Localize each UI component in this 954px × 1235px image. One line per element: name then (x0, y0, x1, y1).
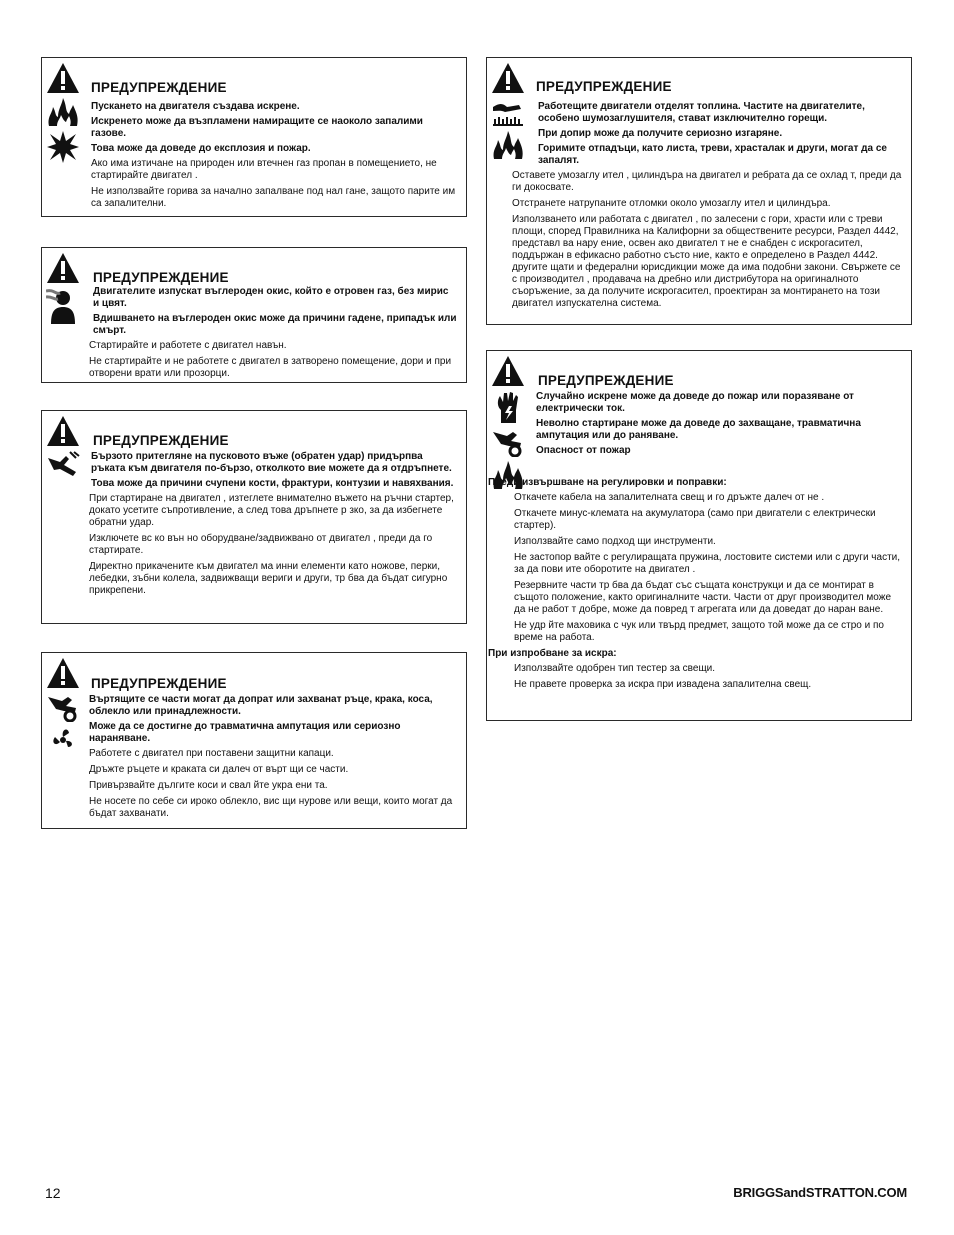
instruction-text: Директно прикачените към двигател ма инни елементи като ножове, перки, лебедки, зъбни колела, задвижващи вериги и други, тр бва да бъдат сигурно прикрепени. (89, 561, 448, 596)
warning-statement: Горимите отпадъци, като листа, треви, храсталак и други, могат да се запалят. (538, 143, 887, 166)
warning-statement: Това може да причини счупени кости, фрактури, контузии и навяхвания. (91, 478, 454, 489)
instruction-text: Привързвайте дългите коси и свал йте укра ени та. (89, 780, 328, 791)
instruction-text: Използвайте само подход щи инструменти. (514, 536, 716, 547)
hand-entanglement-icon (46, 692, 80, 722)
instruction-text: Оставете умозаглу ител , цилиндъра на двигател и ребрата да се охлад т, преди да ги докосвате. (512, 170, 902, 193)
warning-statement: Случайно искрене може да доведе до пожар или поразяване от електрически ток. (536, 391, 854, 414)
section-subheading: При изпробване за искра: (488, 648, 617, 659)
section-subheading: Преди извършване на регулировки и поправки: (488, 477, 727, 488)
instruction-text: Откачете кабела на запалителната свещ и го дръжте далеч от не . (514, 492, 825, 503)
warning-statement: Опасност от пожар (536, 445, 631, 456)
hot-surface-icon (491, 97, 525, 127)
warning-statement: Пускането на двигателя създава искрене. (91, 101, 300, 112)
instruction-text: Използвайте одобрен тип тестер за свещи. (514, 663, 716, 674)
warning-statement: Двигателите изпускат въглероден окис, който е отровен газ, без мирис и цвят. (93, 286, 449, 309)
instruction-text: Не носете по себе си ироко облекло, вис щи нурове или вещи, които могат да бъдат захванати. (89, 796, 453, 819)
warning-statement: Това може да доведе до експлозия и пожар. (91, 143, 311, 154)
warning-title: ПРЕДУПРЕЖДЕНИЕ (536, 79, 672, 94)
electric-shock-icon (491, 390, 525, 424)
instruction-text: Не стартирайте и не работете с двигател в затворено помещение, дори и при отворени врати или прозорци. (89, 356, 452, 379)
alert-triangle-icon (46, 415, 80, 447)
fire-icon (46, 97, 80, 127)
warning-statement: При допир може да получите сериозно изгаряне. (538, 128, 783, 139)
page-number: 12 (45, 1185, 61, 1201)
warning-box-carbon-monoxide (41, 247, 467, 383)
instruction-text: Стартирайте и работете с двигател навън. (89, 340, 287, 351)
warning-title: ПРЕДУПРЕЖДЕНИЕ (93, 270, 229, 285)
warning-statement: Вдишването на въглероден окис може да причини гадене, припадък или смърт. (93, 313, 457, 336)
instruction-text: Не използвайте горива за начално запалване под нал гане, защото парите им са запалителни. (91, 186, 456, 209)
warning-title: ПРЕДУПРЕЖДЕНИЕ (91, 676, 227, 691)
warning-box-hot-parts (486, 57, 912, 325)
instruction-text: Дръжте ръцете и краката си далеч от върт щи се части. (89, 764, 349, 775)
alert-triangle-icon (491, 62, 525, 94)
warning-statement: Може да се достигне до травматична ампутация или сериозно нараняване. (89, 721, 401, 744)
instruction-text: Изключете вс ко вън но оборудване/задвижвано от двигател , преди да го стартирате. (89, 533, 433, 556)
alert-triangle-icon (491, 355, 525, 387)
warning-box-spark-explosion (41, 57, 467, 217)
instruction-text: Използването или работата с двигател , по залесени с гори, храсти или с треви площи, според Правилника на Калифорни за обществените ресурси, Раздел 4442, представл ва нару ение, освен ако двигател т не е снабден с искрогасител, поддържан в ефикасно работно състо ние, както е определено в Раздел 4442. другите щати и федерални юрисдикции може да има подобни закони. Свържете се с производител , продавача на дребно или дистрибутора на оригиналното съоръжение, за да получите искрогасител, проектиран за монтирането на този двигател изпускателна система. (512, 214, 901, 309)
kickback-icon (46, 450, 80, 480)
warning-statement: Въртящите се части могат да допрат или захванат ръце, крака, коса, облекло или принадлежности. (89, 694, 433, 717)
instruction-text: Не удр йте маховика с чук или твърд предмет, защото той може да се стро и по време на работа. (514, 620, 884, 643)
warning-title: ПРЕДУПРЕЖДЕНИЕ (93, 433, 229, 448)
instruction-text: Работете с двигател при поставени защитни капаци. (89, 748, 334, 759)
instruction-text: Ако има изтичане на природен или втечнен газ пропан в помещението, не стартирайте двигател . (91, 158, 437, 181)
fire-icon (491, 130, 525, 160)
alert-triangle-icon (46, 657, 80, 689)
instruction-text: Откачете минус-клемата на акумулатора (само при двигатели с електрически стартер). (514, 508, 876, 531)
instruction-text: Отстранете натрупаните отломки около умозаглу ител и цилиндъра. (512, 198, 831, 209)
warning-title: ПРЕДУПРЕЖДЕНИЕ (91, 80, 227, 95)
toxic-gas-icon (46, 287, 80, 325)
warning-statement: Искренето може да възпламени намиращите се наоколо запалими газове. (91, 116, 423, 139)
brand-url: BRIGGSandSTRATTON.COM (733, 1185, 907, 1200)
alert-triangle-icon (46, 252, 80, 284)
hand-entanglement-icon (491, 427, 525, 457)
warning-statement: Бързото притегляне на пусковото въже (обратен удар) придърпва ръката към двигателя по-бързо, отколкото вие можете да я отдръпнете. (91, 451, 452, 474)
warning-box-kickback (41, 410, 467, 624)
instruction-text: Резервните части тр бва да бъдат със същата конструкци и да се монтират в същото положение, както оригиналните части. Части от друг производител може да не работ т добре, може да повред т агрегата или да доведат до наран ване. (514, 580, 892, 615)
warning-statement: Неволно стартиране може да доведе до захващане, травматична ампутация или до раняване. (536, 418, 861, 441)
warning-title: ПРЕДУПРЕЖДЕНИЕ (538, 373, 674, 388)
instruction-text: Не правете проверка за искра при извадена запалителна свещ. (514, 679, 812, 690)
warning-box-accidental-start (486, 350, 912, 721)
warning-statement: Работещите двигатели отделят топлина. Частите на двигателите, особено шумозаглушителя, стават изключително горещи. (538, 101, 865, 124)
alert-triangle-icon (46, 62, 80, 94)
instruction-text: При стартиране на двигател , изтеглете внимателно въжето на ръчни стартер, докато усетите съпротивление, а след това дръпнете р зко, за да избегнете обратни удар. (89, 493, 454, 528)
warning-box-rotating-parts (41, 652, 467, 829)
instruction-text: Не застопор вайте с регулиращата пружина, лостовите системи или с други части, за да пови ите оборотите на двигател . (514, 552, 901, 575)
